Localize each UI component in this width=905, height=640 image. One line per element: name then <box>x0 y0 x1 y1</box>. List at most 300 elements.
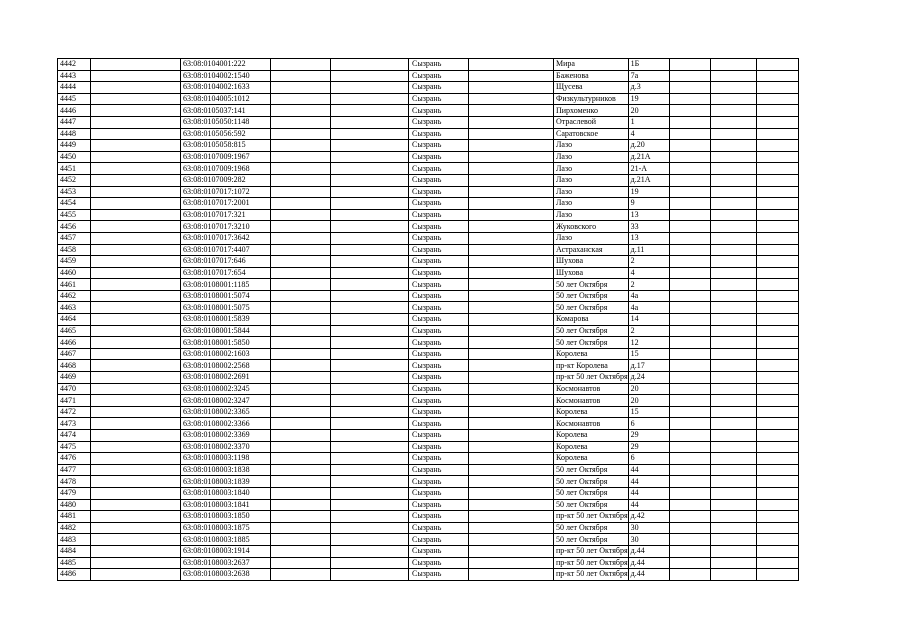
empty-cell <box>710 314 756 326</box>
empty-cell <box>271 545 331 557</box>
row-number-cell: 4445 <box>58 93 91 105</box>
house-number-cell: 13 <box>628 232 669 244</box>
empty-cell <box>331 140 409 152</box>
empty-cell <box>91 93 181 105</box>
house-number-cell: 44 <box>628 476 669 488</box>
empty-cell <box>710 151 756 163</box>
street-cell: Космонавтов <box>554 395 629 407</box>
empty-cell <box>669 487 710 499</box>
empty-cell <box>91 209 181 221</box>
empty-cell <box>331 360 409 372</box>
empty-cell <box>331 209 409 221</box>
empty-cell <box>331 82 409 94</box>
empty-cell <box>91 348 181 360</box>
empty-cell <box>469 395 554 407</box>
empty-cell <box>331 453 409 465</box>
table-row <box>58 522 799 534</box>
city-cell: Сызрань <box>409 487 469 499</box>
row-number-cell: 4471 <box>58 395 91 407</box>
table-row <box>58 140 799 152</box>
empty-cell <box>469 430 554 442</box>
row-number-cell: 4482 <box>58 522 91 534</box>
empty-cell <box>756 418 798 430</box>
empty-cell <box>756 534 798 546</box>
city-cell: Сызрань <box>409 476 469 488</box>
cadastral-number-cell: 63:08:0108001:5844 <box>181 325 271 337</box>
city-cell: Сызрань <box>409 383 469 395</box>
cadastral-number-cell: 63:08:0108003:1875 <box>181 522 271 534</box>
house-number-cell: 4а <box>628 302 669 314</box>
empty-cell <box>669 348 710 360</box>
empty-cell <box>271 337 331 349</box>
cadastral-number-cell: 63:08:0107017:3642 <box>181 232 271 244</box>
empty-cell <box>469 476 554 488</box>
city-cell: Сызрань <box>409 93 469 105</box>
empty-cell <box>91 174 181 186</box>
empty-cell <box>669 116 710 128</box>
row-number-cell: 4463 <box>58 302 91 314</box>
cadastral-number-cell: 63:08:0108002:3366 <box>181 418 271 430</box>
street-cell: пр-кт 50 лет Октября <box>554 372 629 384</box>
street-cell: Физкультурников <box>554 93 629 105</box>
cadastral-number-cell: 63:08:0108003:1850 <box>181 511 271 523</box>
empty-cell <box>756 464 798 476</box>
empty-cell <box>271 557 331 569</box>
empty-cell <box>756 441 798 453</box>
empty-cell <box>469 140 554 152</box>
city-cell: Сызрань <box>409 557 469 569</box>
empty-cell <box>710 128 756 140</box>
cadastral-number-cell: 63:08:0108001:5850 <box>181 337 271 349</box>
empty-cell <box>271 511 331 523</box>
house-number-cell: д.44 <box>628 569 669 581</box>
empty-cell <box>271 209 331 221</box>
city-cell: Сызрань <box>409 453 469 465</box>
table-row <box>58 557 799 569</box>
empty-cell <box>710 441 756 453</box>
empty-cell <box>469 314 554 326</box>
empty-cell <box>91 545 181 557</box>
empty-cell <box>469 279 554 291</box>
empty-cell <box>469 499 554 511</box>
empty-cell <box>756 186 798 198</box>
city-cell: Сызрань <box>409 140 469 152</box>
empty-cell <box>91 314 181 326</box>
cadastral-number-cell: 63:08:0108002:2568 <box>181 360 271 372</box>
cadastral-number-cell: 63:08:0108001:5075 <box>181 302 271 314</box>
empty-cell <box>331 569 409 581</box>
empty-cell <box>91 453 181 465</box>
cadastral-number-cell: 63:08:0108003:1838 <box>181 464 271 476</box>
empty-cell <box>271 395 331 407</box>
empty-cell <box>271 302 331 314</box>
house-number-cell: 44 <box>628 487 669 499</box>
empty-cell <box>91 430 181 442</box>
row-number-cell: 4475 <box>58 441 91 453</box>
row-number-cell: 4467 <box>58 348 91 360</box>
empty-cell <box>756 279 798 291</box>
empty-cell <box>669 383 710 395</box>
empty-cell <box>271 418 331 430</box>
empty-cell <box>756 499 798 511</box>
table-row <box>58 453 799 465</box>
street-cell: Шухова <box>554 256 629 268</box>
city-cell: Сызрань <box>409 545 469 557</box>
house-number-cell: 29 <box>628 430 669 442</box>
empty-cell <box>669 337 710 349</box>
street-cell: Лазо <box>554 140 629 152</box>
street-cell: Саратовское <box>554 128 629 140</box>
empty-cell <box>271 453 331 465</box>
empty-cell <box>669 279 710 291</box>
table-row <box>58 464 799 476</box>
row-number-cell: 4450 <box>58 151 91 163</box>
table-row <box>58 383 799 395</box>
table-row <box>58 128 799 140</box>
city-cell: Сызрань <box>409 82 469 94</box>
empty-cell <box>91 476 181 488</box>
empty-cell <box>756 383 798 395</box>
empty-cell <box>669 140 710 152</box>
cadastral-number-cell: 63:08:0107017:1072 <box>181 186 271 198</box>
table-row <box>58 395 799 407</box>
empty-cell <box>91 256 181 268</box>
cadastral-number-cell: 63:08:0108002:3370 <box>181 441 271 453</box>
empty-cell <box>710 545 756 557</box>
empty-cell <box>710 406 756 418</box>
city-cell: Сызрань <box>409 534 469 546</box>
house-number-cell: 4 <box>628 128 669 140</box>
empty-cell <box>271 476 331 488</box>
empty-cell <box>669 244 710 256</box>
empty-cell <box>331 337 409 349</box>
house-number-cell: 20 <box>628 105 669 117</box>
empty-cell <box>469 464 554 476</box>
city-cell: Сызрань <box>409 186 469 198</box>
city-cell: Сызрань <box>409 105 469 117</box>
empty-cell <box>756 557 798 569</box>
empty-cell <box>669 522 710 534</box>
cadastral-number-cell: 63:08:0107017:321 <box>181 209 271 221</box>
street-cell: Пирхоменко <box>554 105 629 117</box>
row-number-cell: 4454 <box>58 198 91 210</box>
city-cell: Сызрань <box>409 279 469 291</box>
city-cell: Сызрань <box>409 511 469 523</box>
empty-cell <box>669 163 710 175</box>
empty-cell <box>91 59 181 71</box>
city-cell: Сызрань <box>409 163 469 175</box>
empty-cell <box>669 406 710 418</box>
city-cell: Сызрань <box>409 441 469 453</box>
street-cell: Щусева <box>554 82 629 94</box>
row-number-cell: 4456 <box>58 221 91 233</box>
empty-cell <box>331 93 409 105</box>
empty-cell <box>756 337 798 349</box>
empty-cell <box>756 244 798 256</box>
row-number-cell: 4449 <box>58 140 91 152</box>
street-cell: Космонавтов <box>554 418 629 430</box>
table-row <box>58 105 799 117</box>
empty-cell <box>91 105 181 117</box>
empty-cell <box>710 209 756 221</box>
empty-cell <box>331 430 409 442</box>
empty-cell <box>756 372 798 384</box>
empty-cell <box>756 476 798 488</box>
city-cell: Сызрань <box>409 151 469 163</box>
street-cell: пр-кт Королева <box>554 360 629 372</box>
table-row <box>58 325 799 337</box>
empty-cell <box>669 128 710 140</box>
empty-cell <box>710 487 756 499</box>
empty-cell <box>271 267 331 279</box>
table-row <box>58 360 799 372</box>
empty-cell <box>710 522 756 534</box>
street-cell: 50 лет Октября <box>554 337 629 349</box>
row-number-cell: 4452 <box>58 174 91 186</box>
table-row <box>58 82 799 94</box>
house-number-cell: д.44 <box>628 557 669 569</box>
empty-cell <box>331 487 409 499</box>
empty-cell <box>271 151 331 163</box>
house-number-cell: 6 <box>628 418 669 430</box>
empty-cell <box>756 105 798 117</box>
empty-cell <box>469 151 554 163</box>
street-cell: 50 лет Октября <box>554 290 629 302</box>
empty-cell <box>756 209 798 221</box>
table-row <box>58 545 799 557</box>
empty-cell <box>91 279 181 291</box>
empty-cell <box>710 232 756 244</box>
row-number-cell: 4462 <box>58 290 91 302</box>
empty-cell <box>669 198 710 210</box>
row-number-cell: 4455 <box>58 209 91 221</box>
city-cell: Сызрань <box>409 464 469 476</box>
empty-cell <box>331 348 409 360</box>
empty-cell <box>271 464 331 476</box>
empty-cell <box>669 325 710 337</box>
empty-cell <box>271 430 331 442</box>
empty-cell <box>669 395 710 407</box>
house-number-cell: 20 <box>628 395 669 407</box>
empty-cell <box>91 534 181 546</box>
empty-cell <box>469 441 554 453</box>
city-cell: Сызрань <box>409 209 469 221</box>
empty-cell <box>669 511 710 523</box>
cadastral-number-cell: 63:08:0107009:282 <box>181 174 271 186</box>
empty-cell <box>669 557 710 569</box>
cadastral-number-cell: 63:08:0104002:1633 <box>181 82 271 94</box>
empty-cell <box>331 151 409 163</box>
empty-cell <box>669 70 710 82</box>
house-number-cell: 9 <box>628 198 669 210</box>
empty-cell <box>469 186 554 198</box>
city-cell: Сызрань <box>409 314 469 326</box>
empty-cell <box>710 476 756 488</box>
empty-cell <box>91 487 181 499</box>
table-row <box>58 267 799 279</box>
empty-cell <box>469 290 554 302</box>
table-row <box>58 151 799 163</box>
row-number-cell: 4451 <box>58 163 91 175</box>
empty-cell <box>271 221 331 233</box>
empty-cell <box>331 464 409 476</box>
city-cell: Сызрань <box>409 522 469 534</box>
street-cell: пр-кт 50 лет Октября <box>554 557 629 569</box>
empty-cell <box>331 279 409 291</box>
house-number-cell: 12 <box>628 337 669 349</box>
empty-cell <box>710 221 756 233</box>
row-number-cell: 4473 <box>58 418 91 430</box>
empty-cell <box>756 569 798 581</box>
empty-cell <box>91 499 181 511</box>
empty-cell <box>710 256 756 268</box>
row-number-cell: 4443 <box>58 70 91 82</box>
cadastral-number-cell: 63:08:0108002:1603 <box>181 348 271 360</box>
empty-cell <box>756 453 798 465</box>
empty-cell <box>331 198 409 210</box>
table-row <box>58 372 799 384</box>
empty-cell <box>669 232 710 244</box>
empty-cell <box>710 557 756 569</box>
empty-cell <box>469 267 554 279</box>
empty-cell <box>91 569 181 581</box>
empty-cell <box>271 522 331 534</box>
table-row <box>58 511 799 523</box>
empty-cell <box>469 70 554 82</box>
cadastral-number-cell: 63:08:0108002:3247 <box>181 395 271 407</box>
empty-cell <box>91 464 181 476</box>
street-cell: Баженова <box>554 70 629 82</box>
empty-cell <box>271 314 331 326</box>
table-row <box>58 534 799 546</box>
empty-cell <box>756 198 798 210</box>
empty-cell <box>710 290 756 302</box>
row-number-cell: 4476 <box>58 453 91 465</box>
empty-cell <box>91 395 181 407</box>
city-cell: Сызрань <box>409 348 469 360</box>
empty-cell <box>469 244 554 256</box>
house-number-cell: д.3 <box>628 82 669 94</box>
empty-cell <box>756 93 798 105</box>
empty-cell <box>756 221 798 233</box>
empty-cell <box>469 232 554 244</box>
cadastral-number-cell: 63:08:0108001:1185 <box>181 279 271 291</box>
empty-cell <box>669 569 710 581</box>
street-cell: 50 лет Октября <box>554 476 629 488</box>
city-cell: Сызрань <box>409 267 469 279</box>
table-row <box>58 256 799 268</box>
cadastral-number-cell: 63:08:0108002:3245 <box>181 383 271 395</box>
row-number-cell: 4442 <box>58 59 91 71</box>
house-number-cell: 33 <box>628 221 669 233</box>
house-number-cell: 21-А <box>628 163 669 175</box>
table-row <box>58 209 799 221</box>
street-cell: 50 лет Октября <box>554 279 629 291</box>
empty-cell <box>669 186 710 198</box>
house-number-cell: 15 <box>628 406 669 418</box>
empty-cell <box>710 302 756 314</box>
empty-cell <box>331 244 409 256</box>
empty-cell <box>710 464 756 476</box>
empty-cell <box>271 348 331 360</box>
cadastral-number-cell: 63:08:0108002:3369 <box>181 430 271 442</box>
street-cell: Лазо <box>554 163 629 175</box>
empty-cell <box>756 487 798 499</box>
empty-cell <box>669 441 710 453</box>
empty-cell <box>271 325 331 337</box>
empty-cell <box>469 325 554 337</box>
empty-cell <box>669 105 710 117</box>
empty-cell <box>469 198 554 210</box>
row-number-cell: 4474 <box>58 430 91 442</box>
table-row <box>58 302 799 314</box>
empty-cell <box>469 487 554 499</box>
row-number-cell: 4470 <box>58 383 91 395</box>
empty-cell <box>756 406 798 418</box>
street-cell: Лазо <box>554 174 629 186</box>
empty-cell <box>331 290 409 302</box>
empty-cell <box>710 383 756 395</box>
empty-cell <box>469 569 554 581</box>
cadastral-number-cell: 63:08:0108001:5074 <box>181 290 271 302</box>
empty-cell <box>756 116 798 128</box>
empty-cell <box>271 93 331 105</box>
empty-cell <box>331 267 409 279</box>
empty-cell <box>710 569 756 581</box>
empty-cell <box>469 453 554 465</box>
cadastral-number-cell: 63:08:0108001:5839 <box>181 314 271 326</box>
table-row <box>58 244 799 256</box>
house-number-cell: 2 <box>628 256 669 268</box>
empty-cell <box>91 221 181 233</box>
row-number-cell: 4486 <box>58 569 91 581</box>
empty-cell <box>91 406 181 418</box>
street-cell: пр-кт 50 лет Октября <box>554 545 629 557</box>
table-row <box>58 70 799 82</box>
empty-cell <box>710 418 756 430</box>
street-cell: Королева <box>554 406 629 418</box>
empty-cell <box>756 256 798 268</box>
table-row <box>58 116 799 128</box>
empty-cell <box>271 499 331 511</box>
street-cell: 50 лет Октября <box>554 499 629 511</box>
empty-cell <box>669 499 710 511</box>
street-cell: 50 лет Октября <box>554 325 629 337</box>
empty-cell <box>669 545 710 557</box>
street-cell: 50 лет Октября <box>554 464 629 476</box>
empty-cell <box>331 441 409 453</box>
cadastral-number-cell: 63:08:0107017:654 <box>181 267 271 279</box>
empty-cell <box>669 418 710 430</box>
empty-cell <box>669 82 710 94</box>
empty-cell <box>91 128 181 140</box>
city-cell: Сызрань <box>409 360 469 372</box>
empty-cell <box>271 244 331 256</box>
empty-cell <box>271 441 331 453</box>
street-cell: пр-кт 50 лет Октября <box>554 569 629 581</box>
street-cell: 50 лет Октября <box>554 302 629 314</box>
table-row <box>58 430 799 442</box>
empty-cell <box>756 151 798 163</box>
empty-cell <box>331 522 409 534</box>
empty-cell <box>756 59 798 71</box>
house-number-cell: д.24 <box>628 372 669 384</box>
city-cell: Сызрань <box>409 418 469 430</box>
city-cell: Сызрань <box>409 244 469 256</box>
table-row <box>58 174 799 186</box>
empty-cell <box>469 163 554 175</box>
empty-cell <box>710 163 756 175</box>
